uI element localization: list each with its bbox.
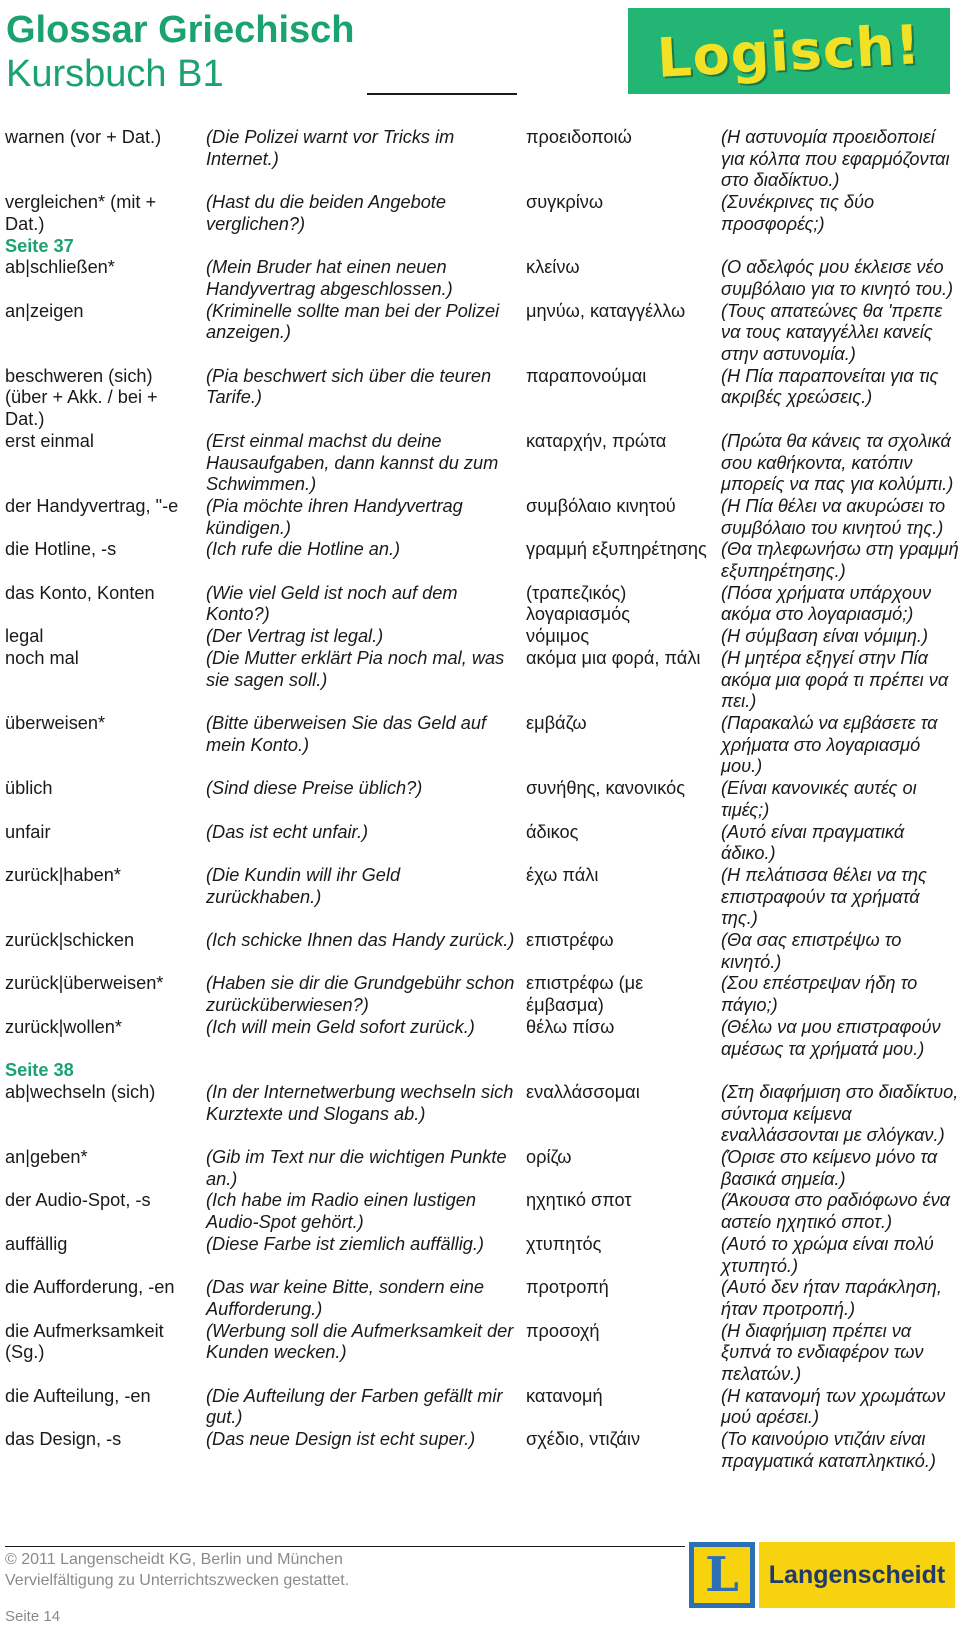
glossary-row xyxy=(0,1321,960,1386)
greek-term: ορίζω xyxy=(526,1147,572,1168)
glossary-row xyxy=(0,930,960,973)
greek-term: ηχητικό σποτ xyxy=(526,1190,632,1211)
greek-example: (Τους απατεώνες θα 'πρεπε να τους καταγγέλλει κανείς στην αστυνομία.) xyxy=(721,300,943,365)
greek-example: (Αυτό το χρώμα είναι πολύ χτυπητό.) xyxy=(721,1233,934,1276)
german-example: (Gib im Text nur die wichtigen Punkte an.) xyxy=(206,1147,507,1189)
german-term: überweisen* xyxy=(5,712,106,733)
german-example: (Die Mutter erklärt Pia noch mal, was sie sagen soll.) xyxy=(206,647,505,690)
greek-term: κατανομή xyxy=(526,1385,603,1406)
german-example: (Die Aufteilung der Farben gefällt mir gut.) xyxy=(206,1385,503,1428)
glossary-row xyxy=(0,1082,960,1147)
section-heading: Seite 38 xyxy=(5,1060,74,1081)
greek-example: (Ο αδελφός μου έκλεισε νέο συμβόλαιο για το κινητό του.) xyxy=(721,257,954,299)
glossary-row xyxy=(0,431,960,496)
title-line-2: Kursbuch B1 xyxy=(6,53,224,95)
german-example: (Ich rufe die Hotline an.) xyxy=(206,539,401,560)
glossary-row xyxy=(0,778,960,821)
greek-term: ακόμα μια φορά, πάλι xyxy=(526,647,701,668)
german-example: (Mein Bruder hat einen neuen Handyvertrag abgeschlossen.) xyxy=(206,257,453,299)
greek-term: άδικος xyxy=(526,821,579,842)
greek-example: (Θα τηλεφωνήσω στη γραμμή εξυπηρέτησης.) xyxy=(721,539,959,582)
greek-example: (Η διαφήμιση πρέπει να ξυπνά το ενδιαφέρον των πελατών.) xyxy=(721,1320,924,1385)
greek-term: συγκρίνω xyxy=(526,192,604,213)
greek-term: εναλλάσσομαι xyxy=(526,1081,640,1102)
greek-term: επιστρέφω (με έμβασμα) xyxy=(526,973,644,1016)
glossary-row xyxy=(0,648,960,713)
greek-example: (Είναι κανονικές αυτές οι τιμές;) xyxy=(721,778,917,820)
greek-example: (Πόσα χρήματα υπάρχουν ακόμα στο λογαριασμό;) xyxy=(721,582,932,625)
title-line-1: Glossar Griechisch xyxy=(6,9,355,51)
german-term: ab|wechseln (sich) xyxy=(5,1081,156,1102)
german-example: (Pia möchte ihren Handyvertrag kündigen.) xyxy=(206,495,463,538)
german-example: (Ich will mein Geld sofort zurück.) xyxy=(206,1016,475,1037)
glossary-row xyxy=(0,496,960,539)
glossary-row xyxy=(0,1429,960,1472)
glossary-row xyxy=(0,1190,960,1233)
german-example: (Das ist echt unfair.) xyxy=(206,821,369,842)
german-term: an|geben* xyxy=(5,1147,88,1168)
page-number: Seite 14 xyxy=(5,1608,61,1625)
logisch-logo xyxy=(628,8,950,94)
glossary-row xyxy=(0,366,960,431)
german-example: (Das neue Design ist echt super.) xyxy=(206,1429,476,1450)
greek-example: (Η Πία παραπονείται για τις ακριβές χρεώσεις.) xyxy=(721,365,939,408)
glossary-row xyxy=(0,865,960,930)
glossary-row xyxy=(0,713,960,778)
german-term: zurück|wollen* xyxy=(5,1016,122,1037)
greek-example: (Η μητέρα εξηγεί στην Πία ακόμα μια φορά τι πρέπει να πει.) xyxy=(721,647,949,712)
greek-example: (Άκουσα στο ραδιόφωνο ένα αστείο ηχητικό σποτ.) xyxy=(721,1190,951,1233)
greek-example: (Όρισε στο κείμενο μόνο τα βασικά σημεία.) xyxy=(721,1147,938,1189)
langenscheidt-wordmark xyxy=(759,1542,955,1608)
greek-example: (Θέλω να μου επιστραφούν αμέσως τα χρήματά μου.) xyxy=(721,1016,941,1059)
langenscheidt-l-letter: L xyxy=(705,1547,739,1603)
greek-term: χτυπητός xyxy=(526,1233,602,1254)
german-term: der Handyvertrag, "-e xyxy=(5,495,179,516)
german-term: die Aufmerksamkeit (Sg.) xyxy=(5,1320,164,1363)
german-example: (Das war keine Bitte, sondern eine Aufforderung.) xyxy=(206,1277,485,1319)
german-term: das Konto, Konten xyxy=(5,582,155,603)
german-term: warnen (vor + Dat.) xyxy=(5,127,162,147)
german-example: (Bitte überweisen Sie das Geld auf mein Konto.) xyxy=(206,712,487,755)
german-term: auffällig xyxy=(5,1233,68,1254)
greek-term: καταρχήν, πρώτα xyxy=(526,430,667,451)
german-term: zurück|überweisen* xyxy=(5,973,164,994)
glossary-row xyxy=(0,192,960,235)
logisch-logo-text: Logisch! xyxy=(655,12,923,90)
german-term: die Aufteilung, -en xyxy=(5,1385,151,1406)
german-example: (Haben sie dir die Grundgebühr schon zurücküberwiesen?) xyxy=(206,973,515,1016)
greek-example: (Η Πία θέλει να ακυρώσει το συμβόλαιο του κινητού της.) xyxy=(721,495,946,538)
german-example: (Sind diese Preise üblich?) xyxy=(206,778,423,799)
german-example: (Diese Farbe ist ziemlich auffällig.) xyxy=(206,1233,484,1254)
german-example: (Pia beschwert sich über die teuren Tarife.) xyxy=(206,365,492,408)
greek-term: νόμιμος xyxy=(526,626,590,647)
german-example: (Kriminelle sollte man bei der Polizei anzeigen.) xyxy=(206,300,500,343)
german-example: (Die Polizei warnt vor Tricks im Internet.) xyxy=(206,127,455,169)
glossary-row xyxy=(0,1147,960,1190)
german-example: (Ich schicke Ihnen das Handy zurück.) xyxy=(206,930,515,951)
page-title xyxy=(6,8,355,96)
greek-example: (Το καινούριο ντιζάιν είναι πραγματικά καταπληκτικό.) xyxy=(721,1429,936,1471)
langenscheidt-wordmark-text: Langenscheidt xyxy=(768,1560,946,1589)
german-example: (Der Vertrag ist legal.) xyxy=(206,626,384,647)
glossary-row xyxy=(0,626,960,648)
copyright xyxy=(5,1549,349,1591)
german-term: üblich xyxy=(5,778,53,799)
glossary-row xyxy=(0,973,960,1016)
langenscheidt-logo xyxy=(689,1542,955,1608)
glossary-row xyxy=(0,822,960,865)
greek-example: (Σου επέστρεψαν ήδη το πάγιο;) xyxy=(721,973,918,1016)
greek-example: (Στη διαφήμιση στο διαδίκτυο, σύντομα κείμενα εναλλάσσονται με σλόγκαν.) xyxy=(721,1081,959,1146)
german-example: (Werbung soll die Aufmerksamkeit der Kunden wecken.) xyxy=(206,1320,514,1363)
section-heading: Seite 37 xyxy=(5,235,74,256)
greek-example: (Πρώτα θα κάνεις τα σχολικά σου καθήκοντα, κατόπιν μπορείς να πας για κολύμπι.) xyxy=(721,430,954,495)
greek-example: (Παρακαλώ να εμβάσετε τα χρήματα στο λογαριασμό μου.) xyxy=(721,712,938,777)
glossary-row xyxy=(0,301,960,366)
greek-example: (Η κατανομή των χρωμάτων μού αρέσει.) xyxy=(721,1385,946,1428)
greek-example: (Η σύμβαση είναι νόμιμη.) xyxy=(721,626,929,647)
copyright-line-1: © 2011 Langenscheidt KG, Berlin und München xyxy=(5,1551,343,1568)
greek-term: σχέδιο, ντιζάιν xyxy=(526,1429,641,1450)
glossary-row xyxy=(0,127,960,192)
german-term: unfair xyxy=(5,821,51,842)
glossary-row xyxy=(0,583,960,626)
footer-divider xyxy=(5,1546,685,1547)
greek-term: εμβάζω xyxy=(526,712,587,733)
greek-term: προσοχή xyxy=(526,1320,600,1341)
greek-term: μηνύω, καταγγέλλω xyxy=(526,300,686,321)
greek-term: (τραπεζικός) λογαριασμός xyxy=(526,582,631,625)
german-term: der Audio-Spot, -s xyxy=(5,1190,151,1211)
glossary-row xyxy=(0,1017,960,1060)
greek-term: συνήθης, κανονικός xyxy=(526,778,685,799)
german-term: legal xyxy=(5,626,44,647)
glossary-row xyxy=(0,1234,960,1277)
german-term: ab|schließen* xyxy=(5,257,115,278)
german-term: das Design, -s xyxy=(5,1429,122,1450)
greek-example: (Η αστυνομία προειδοποιεί για κόλπα που εφαρμόζονται στο διαδίκτυο.) xyxy=(721,127,950,191)
glossary-row xyxy=(0,1386,960,1429)
glossary-table xyxy=(0,127,960,1473)
german-term: zurück|schicken xyxy=(5,930,135,951)
greek-example: (Θα σας επιστρέψω το κινητό.) xyxy=(721,930,902,972)
german-example: (Erst einmal machst du deine Hausaufgaben, dann kannst du zum Schwimmen.) xyxy=(206,430,499,495)
german-term: die Aufforderung, -en xyxy=(5,1277,175,1298)
greek-term: κλείνω xyxy=(526,257,580,278)
german-term: beschweren (sich) (über + Akk. / bei + Dat.) xyxy=(5,365,158,430)
greek-example: (Αυτό δεν ήταν παράκληση, ήταν προτροπή.) xyxy=(721,1277,942,1319)
greek-example: (Αυτό είναι πραγματικά άδικο.) xyxy=(721,821,905,864)
greek-term: προειδοποιώ xyxy=(526,127,632,147)
german-example: (Wie viel Geld ist noch auf dem Konto?) xyxy=(206,582,458,625)
greek-example: (Η πελάτισσα θέλει να της επιστραφούν τα χρήματά της.) xyxy=(721,864,927,929)
greek-term: έχω πάλι xyxy=(526,864,599,885)
glossary-row xyxy=(0,539,960,582)
greek-term: παραπονούμαι xyxy=(526,365,647,386)
langenscheidt-l-mark xyxy=(689,1542,755,1608)
greek-term: θέλω πίσω xyxy=(526,1016,615,1037)
german-term: zurück|haben* xyxy=(5,864,121,885)
german-example: (In der Internetwerbung wechseln sich Kurztexte und Slogans ab.) xyxy=(206,1081,514,1124)
glossary-row xyxy=(0,257,960,300)
german-term: die Hotline, -s xyxy=(5,539,117,560)
german-term: an|zeigen xyxy=(5,300,84,321)
greek-term: επιστρέφω xyxy=(526,930,614,951)
greek-term: προτροπή xyxy=(526,1277,609,1298)
german-example: (Die Kundin will ihr Geld zurückhaben.) xyxy=(206,864,401,907)
glossary-row xyxy=(0,1277,960,1320)
german-example: (Ich habe im Radio einen lustigen Audio-Spot gehört.) xyxy=(206,1190,476,1233)
german-term: erst einmal xyxy=(5,430,94,451)
greek-example: (Συνέκρινες τις δύο προσφορές;) xyxy=(721,192,875,234)
greek-term: γραμμή εξυπηρέτησης xyxy=(526,539,707,560)
title-underline xyxy=(367,93,517,95)
german-example: (Hast du die beiden Angebote verglichen?) xyxy=(206,192,446,234)
german-term: vergleichen* (mit + Dat.) xyxy=(5,192,157,234)
german-term: noch mal xyxy=(5,647,79,668)
copyright-line-2: Vervielfältigung zu Unterrichtszwecken gestattet. xyxy=(5,1572,350,1589)
greek-term: συμβόλαιο κινητού xyxy=(526,495,676,516)
